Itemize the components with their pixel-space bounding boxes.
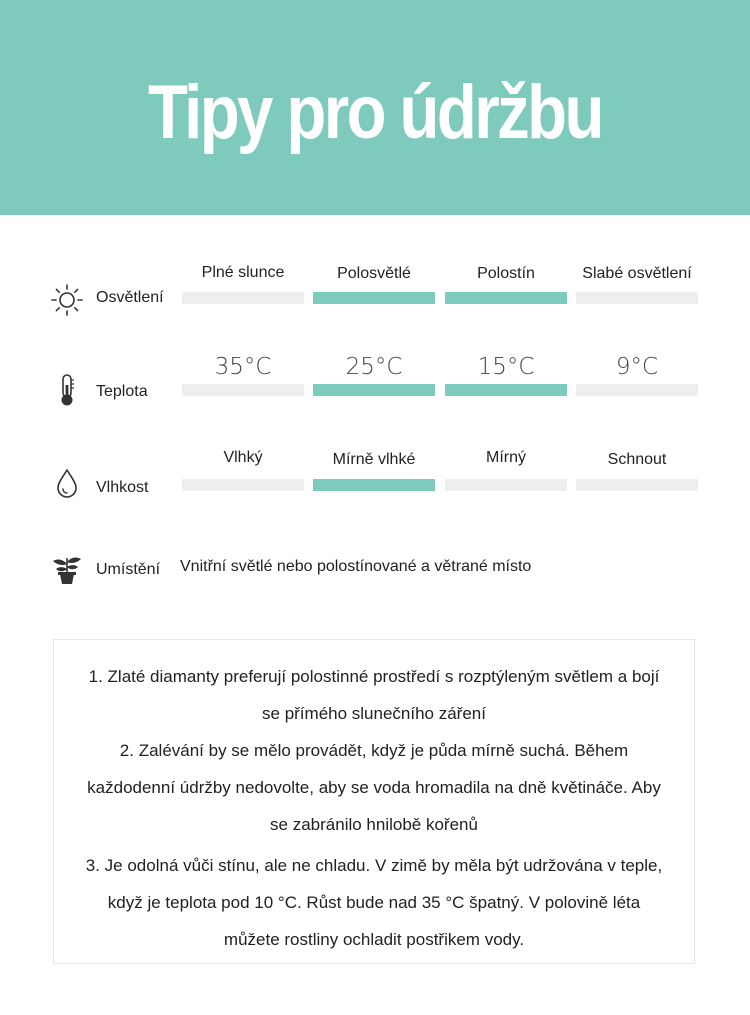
care-notes-box <box>53 639 695 964</box>
option-bar-selected <box>313 479 435 491</box>
option-label: 9°C <box>615 354 659 380</box>
option-bar <box>445 479 567 491</box>
plant-icon <box>50 552 84 586</box>
option-bar <box>182 292 304 304</box>
option-bar <box>182 479 304 491</box>
option-label: Slabé osvětlení <box>582 265 692 282</box>
option-bar-selected <box>313 292 435 304</box>
option-bar-selected <box>313 384 435 396</box>
placement-text: Vnitřní světlé nebo polostínované a větrané místo <box>180 558 532 575</box>
temperature-row <box>0 350 750 410</box>
option-label: Vlhký <box>223 449 263 466</box>
option-label: Mírně vlhké <box>332 451 416 468</box>
placement-row <box>0 550 750 590</box>
option-label: Polosvětlé <box>337 265 411 282</box>
option-bar-selected <box>445 384 567 396</box>
water-drop-icon <box>50 467 84 501</box>
option-bar <box>576 292 698 304</box>
option-label: 15°C <box>477 354 535 380</box>
humidity-label: Vlhkost <box>96 479 149 496</box>
care-note-3: 3. Je odolná vůči stínu, ale ne chladu. V zimě by měla být udržována v teple, když je teplota pod 10 °C. Růst bude nad 35 °C špatný. V polovině léta můžete rostliny ochladit postřikem vody. <box>85 856 663 949</box>
light-row <box>0 255 750 315</box>
temperature-label: Teplota <box>96 383 148 400</box>
option-bar <box>576 384 698 396</box>
thermometer-icon <box>50 372 84 408</box>
option-label: Polostín <box>477 265 535 282</box>
option-bar <box>576 479 698 491</box>
care-note-2: 2. Zalévání by se mělo provádět, když je půda mírně suchá. Během každodenní údržby nedovolte, aby se voda hromadila na dně květináče. Aby se zabránilo hnilobě kořenů <box>87 741 661 834</box>
sun-icon <box>50 283 84 317</box>
option-label: Mírný <box>486 449 526 466</box>
care-note-1: 1. Zlaté diamanty preferují polostinné prostředí s rozptýleným světlem a bojí se přímého slunečního záření <box>88 667 660 723</box>
header-banner <box>0 0 750 215</box>
humidity-row <box>0 445 750 505</box>
option-label: Plné slunce <box>201 264 285 281</box>
light-label: Osvětlení <box>96 289 164 306</box>
option-bar-selected <box>445 292 567 304</box>
option-bar <box>182 384 304 396</box>
page-title: Tipy pro údržbu <box>148 70 602 155</box>
option-label: 25°C <box>345 354 403 380</box>
option-label: 35°C <box>214 354 272 380</box>
option-label: Schnout <box>607 451 667 468</box>
placement-label: Umístění <box>96 561 161 578</box>
